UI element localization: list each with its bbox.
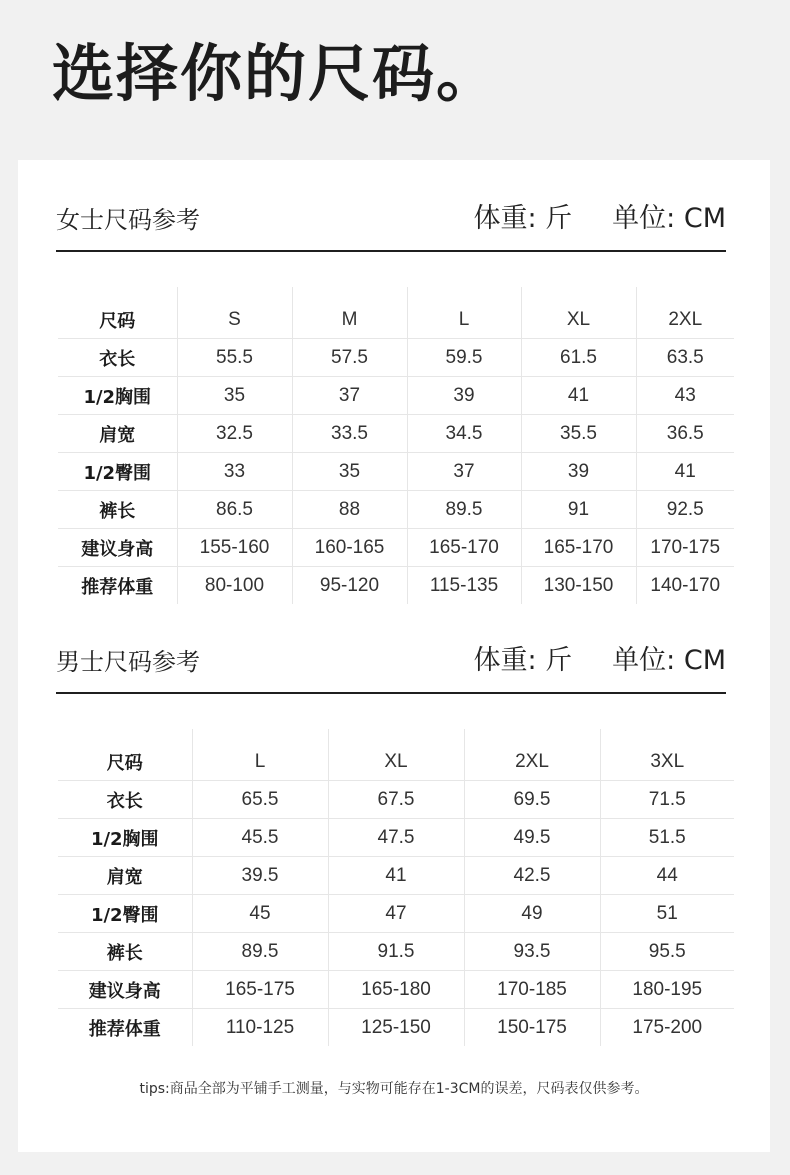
row-label: 肩宽: [58, 415, 177, 453]
table-cell: 91.5: [328, 933, 464, 971]
size-column-header: 3XL: [600, 729, 734, 781]
size-column-header: 2XL: [636, 287, 734, 339]
men-section-divider: [56, 692, 726, 694]
table-row: [58, 567, 734, 605]
table-cell: 61.5: [521, 339, 636, 377]
row-label: 1/2胸围: [58, 377, 177, 415]
table-cell: 51.5: [600, 819, 734, 857]
women-header-row: [58, 287, 734, 339]
table-row: [58, 857, 734, 895]
table-row: [58, 819, 734, 857]
table-cell: 32.5: [177, 415, 292, 453]
table-cell: 91: [521, 491, 636, 529]
table-cell: 51: [600, 895, 734, 933]
table-cell: 33: [177, 453, 292, 491]
table-cell: 170-185: [464, 971, 600, 1009]
table-cell: 160-165: [292, 529, 407, 567]
table-row: [58, 339, 734, 377]
table-cell: 59.5: [407, 339, 521, 377]
table-row: [58, 529, 734, 567]
table-cell: 35.5: [521, 415, 636, 453]
table-cell: 47: [328, 895, 464, 933]
table-cell: 86.5: [177, 491, 292, 529]
women-section-header: [56, 160, 726, 256]
table-cell: 95-120: [292, 567, 407, 605]
table-cell: 49.5: [464, 819, 600, 857]
men-section-title: 男士尺码参考: [56, 648, 200, 676]
table-cell: 150-175: [464, 1009, 600, 1047]
table-cell: 69.5: [464, 781, 600, 819]
table-cell: 44: [600, 857, 734, 895]
size-header-label: 尺码: [58, 729, 192, 781]
table-cell: 175-200: [600, 1009, 734, 1047]
women-section-title: 女士尺码参考: [56, 206, 200, 234]
table-cell: 115-135: [407, 567, 521, 605]
women-size-table: [58, 287, 734, 604]
table-cell: 165-170: [521, 529, 636, 567]
size-column-header: 2XL: [464, 729, 600, 781]
table-cell: 89.5: [407, 491, 521, 529]
table-cell: 65.5: [192, 781, 328, 819]
table-cell: 33.5: [292, 415, 407, 453]
table-cell: 39: [407, 377, 521, 415]
table-row: [58, 491, 734, 529]
table-cell: 92.5: [636, 491, 734, 529]
row-label: 1/2胸围: [58, 819, 192, 857]
table-cell: 95.5: [600, 933, 734, 971]
table-cell: 155-160: [177, 529, 292, 567]
size-chart-card: [18, 160, 770, 1152]
table-cell: 39: [521, 453, 636, 491]
row-label: 建议身高: [58, 971, 192, 1009]
row-label: 裤长: [58, 491, 177, 529]
table-row: [58, 895, 734, 933]
men-weight-unit: 体重: 斤: [473, 645, 573, 676]
table-cell: 170-175: [636, 529, 734, 567]
women-section-divider: [56, 250, 726, 252]
row-label: 推荐体重: [81, 576, 154, 598]
table-cell: 80-100: [177, 567, 292, 605]
table-cell: 41: [328, 857, 464, 895]
row-label: 推荐体重: [88, 1018, 161, 1040]
table-cell: 165-180: [328, 971, 464, 1009]
table-cell: 140-170: [636, 567, 734, 605]
table-row: [58, 1009, 734, 1047]
row-label: 建议身高: [58, 529, 177, 567]
table-cell: 165-170: [407, 529, 521, 567]
table-row: [58, 781, 734, 819]
size-header-label: 尺码: [58, 287, 177, 339]
table-cell: 125-150: [328, 1009, 464, 1047]
table-cell: 41: [636, 453, 734, 491]
table-cell: 55.5: [177, 339, 292, 377]
page-title: 选择你的尺码。: [52, 37, 501, 110]
size-column-header: M: [292, 287, 407, 339]
table-cell: 88: [292, 491, 407, 529]
size-column-header: L: [192, 729, 328, 781]
table-row: [58, 377, 734, 415]
row-label: 1/2臀围: [58, 453, 177, 491]
table-cell: 35: [292, 453, 407, 491]
women-unit-info: [473, 203, 726, 235]
men-measure-unit: 单位: CM: [612, 645, 726, 676]
table-cell: 180-195: [600, 971, 734, 1009]
table-cell: 47.5: [328, 819, 464, 857]
table-row: [58, 453, 734, 491]
table-cell: 36.5: [636, 415, 734, 453]
row-label: 肩宽: [58, 857, 192, 895]
table-cell: 45: [192, 895, 328, 933]
table-cell: 57.5: [292, 339, 407, 377]
row-label: 裤长: [58, 933, 192, 971]
table-cell: 130-150: [521, 567, 636, 605]
row-label: 衣长: [58, 781, 192, 819]
table-cell: 35: [177, 377, 292, 415]
table-row: [58, 415, 734, 453]
size-column-header: L: [407, 287, 521, 339]
table-cell: 39.5: [192, 857, 328, 895]
table-cell: 49: [464, 895, 600, 933]
men-unit-info: [473, 645, 726, 677]
row-label: 衣长: [58, 339, 177, 377]
table-cell: 34.5: [407, 415, 521, 453]
size-column-header: XL: [521, 287, 636, 339]
tips-note: tips:商品全部为平铺手工测量，与实物可能存在1-3CM的误差，尺码表仅供参考。: [139, 1081, 649, 1097]
table-row: [58, 971, 734, 1009]
men-header-row: [58, 729, 734, 781]
table-cell: 43: [636, 377, 734, 415]
table-row: [58, 933, 734, 971]
table-cell: 71.5: [600, 781, 734, 819]
table-cell: 93.5: [464, 933, 600, 971]
table-cell: 41: [521, 377, 636, 415]
row-label: 1/2臀围: [58, 895, 192, 933]
size-column-header: XL: [328, 729, 464, 781]
men-section-header: [56, 602, 726, 698]
women-measure-unit: 单位: CM: [612, 203, 726, 234]
table-cell: 37: [292, 377, 407, 415]
table-cell: 89.5: [192, 933, 328, 971]
table-cell: 37: [407, 453, 521, 491]
women-weight-unit: 体重: 斤: [473, 203, 573, 234]
table-cell: 42.5: [464, 857, 600, 895]
table-cell: 165-175: [192, 971, 328, 1009]
table-cell: 110-125: [192, 1009, 328, 1047]
men-size-table: [58, 729, 734, 1046]
table-cell: 45.5: [192, 819, 328, 857]
size-column-header: S: [177, 287, 292, 339]
table-cell: 67.5: [328, 781, 464, 819]
table-cell: 63.5: [636, 339, 734, 377]
